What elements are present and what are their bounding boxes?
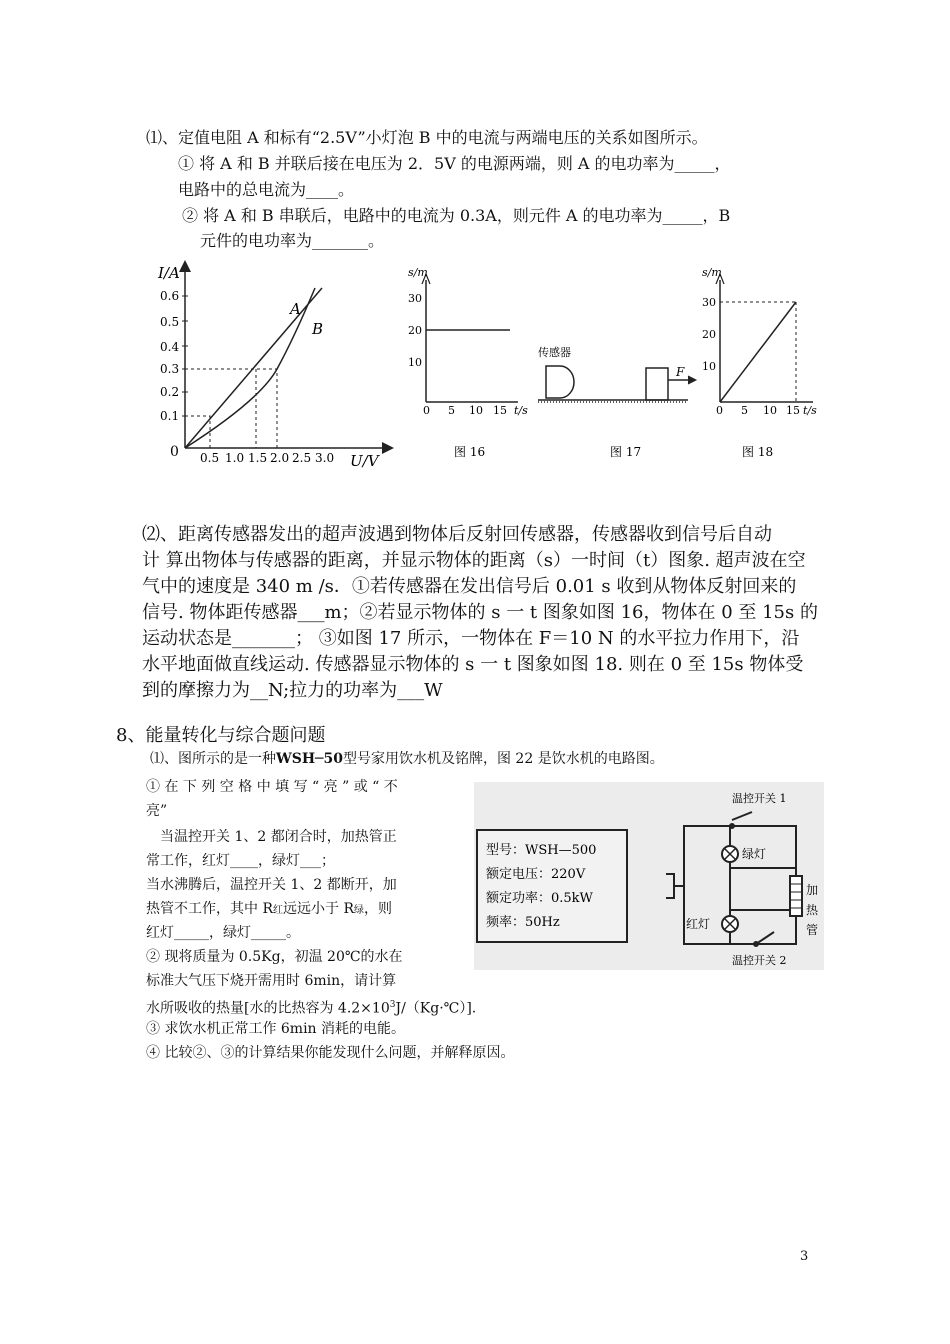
figures-16-18 [398,262,818,472]
object-block [646,368,668,400]
green-lamp [722,846,738,862]
fig16-y-tick: 20 [408,324,422,337]
section2-line6: 水平地面做直线运动. 传感器显示物体的 s 一 t 图象如图 18. 则在 0 至 15s 物体受 [142,654,804,675]
question-a-line6: 热管不工作，其中 R红远远小于 R绿，则 [146,901,392,917]
section2-line7: 到的摩擦力为__N;拉力的功率为___W [142,680,443,701]
heater-label-char: 管 [806,923,819,937]
fig16-x-label: t/s [514,404,528,417]
switch2-label: 温控开关 2 [732,954,787,967]
red-lamp-label: 红灯 [686,917,711,931]
current-voltage-graph [140,260,400,470]
section1-intro: ⑴、定值电阻 A 和标有“2.5V”小灯泡 B 中的电流与两端电压的关系如图所示。 [146,128,708,147]
question-d-line1: ④ 比较②、③的计算结果你能发现什么问题，并解释原因。 [146,1045,515,1061]
question-a-line3: 当温控开关 1、2 都闭合时，加热管正 [160,829,397,845]
section2-line3: 气中的速度是 340 m /s．①若传感器在发出信号后 0.01 s 收到从物体反射回来的 [142,576,797,597]
y-tick: 0.5 [160,315,180,329]
x-tick: 2.0 [270,451,290,465]
fig16-x-tick: 10 [469,404,483,417]
x-tick: 0.5 [200,451,220,465]
question-b-line3: 水所吸收的热量[水的比热容为 $4.2\times 10^3J/(Kg\cdot℃)$]. [146,1000,477,1017]
fig18-caption: 图 18 [742,445,774,459]
question-a-line7: 红灯_____，绿灯_____。 [146,925,300,941]
question1-line1: ① 将 A 和 B 并联后接在电压为 2．5V 的电源两端，则 A 的电功率为_____， [178,154,731,173]
fig18-y-tick: 10 [702,360,716,373]
heater-label-char: 热 [806,903,819,917]
fig18-x-tick: 0 [716,404,723,417]
fig16-y-tick: 10 [408,356,422,369]
fig16-y-tick: 30 [408,292,422,305]
fig18-line [720,302,796,402]
fig18-x-tick: 15 [786,404,800,417]
question1-line2: 电路中的总电流为____。 [178,180,355,199]
sensor-label: 传感器 [538,346,571,359]
question-c-line1: ③ 求饮水机正常工作 6min 消耗的电能。 [146,1021,406,1037]
x-tick: 2.5 [292,451,312,465]
question-a-line1: ① 在 下 列 空 格 中 填 写 “ 亮 ” 或 “ 不 [146,779,398,795]
y-tick: 0.6 [160,289,180,303]
x-tick: 1.5 [248,451,268,465]
nameplate-voltage: 额定电压：220V [486,867,586,882]
line-a [185,288,322,448]
question-b-line2: 标准大气压下烧开需用时 6min，请计算 [146,973,397,989]
question-b-line1: ② 现将质量为 0.5Kg，初温 20℃的水在 [146,949,403,965]
heater-coil [790,876,802,916]
y-tick: 0.2 [160,385,180,399]
force-label: F [676,365,685,379]
y-axis-label: I/A [158,264,180,282]
question2-line1: ② 将 A 和 B 串联后，电路中的电流为 0.3A，则元件 A 的电功率为_____，B [182,206,731,225]
x-axis-label: U/V [350,452,379,470]
y-tick: 0.3 [160,362,180,376]
fig16-x-tick: 15 [493,404,507,417]
fig16-x-tick: 0 [423,404,430,417]
dispenser-figure [474,782,824,970]
section2-line4: 信号. 物体距传感器___m；②若显示物体的 s 一 t 图象如图 16，物体在 0 至 15s 的 [142,602,818,623]
origin-label: 0 [170,444,179,460]
x-tick-labels [200,451,334,465]
section3-heading: 8、能量转化与综合题问题 [116,725,326,746]
nameplate-model: 型号：WSH—500 [486,843,597,858]
figure-17 [538,345,696,459]
fig16-caption: 图 16 [454,445,486,459]
green-lamp-label: 绿灯 [742,847,767,861]
label-b: B [312,320,324,338]
figure-16 [408,266,528,459]
nameplate-power: 额定功率：0.5kW [486,891,593,906]
section2-line5: 运动状态是_______； ③如图 17 所示，一物体在 F＝10 N 的水平拉力作用下，沿 [142,628,800,649]
x-tick: 1.0 [225,451,245,465]
section3-subheading: ⑴、图所示的是一种WSH─50型号家用饮水机及铭牌，图 22 是饮水机的电路图。 [150,751,664,767]
red-lamp [722,916,738,932]
fig18-x-label: t/s [803,404,817,417]
switch1-label: 温控开关 1 [732,792,787,805]
fig18-y-label: s/m [702,266,722,279]
nameplate-frequency: 频率：50Hz [486,915,560,930]
section2-line1: ⑵、距离传感器发出的超声波遇到物体后反射回传感器，传感器收到信号后自动 [142,524,772,545]
y-tick: 0.1 [160,409,180,423]
sensor-shape [546,366,574,398]
question-a-line4: 常工作，红灯____，绿灯___； [146,853,335,869]
y-tick: 0.4 [160,340,180,354]
question-a-line2: 亮” [146,803,168,819]
fig18-x-tick: 10 [763,404,777,417]
question-a-line5: 当水沸腾后，温控开关 1、2 都断开，加 [146,877,397,893]
question2-line2: 元件的电功率为_______。 [200,231,385,250]
fig18-y-tick: 30 [702,296,716,309]
fig18-y-tick: 20 [702,328,716,341]
section2-line2: 计 算出物体与传感器的距离，并显示物体的距离（s）一时间（t）图象. 超声波在空 [142,550,806,571]
label-a: A [290,300,301,318]
fig16-x-tick: 5 [448,404,455,417]
x-tick: 3.0 [315,451,335,465]
fig17-caption: 图 17 [610,445,642,459]
fig18-x-tick: 5 [741,404,748,417]
page-number: 3 [800,1249,809,1264]
figure-18 [702,266,817,459]
fig16-y-label: s/m [408,266,428,279]
heater-label-char: 加 [806,883,819,897]
y-tick-labels [160,289,179,423]
dispenser-svg [474,782,824,970]
